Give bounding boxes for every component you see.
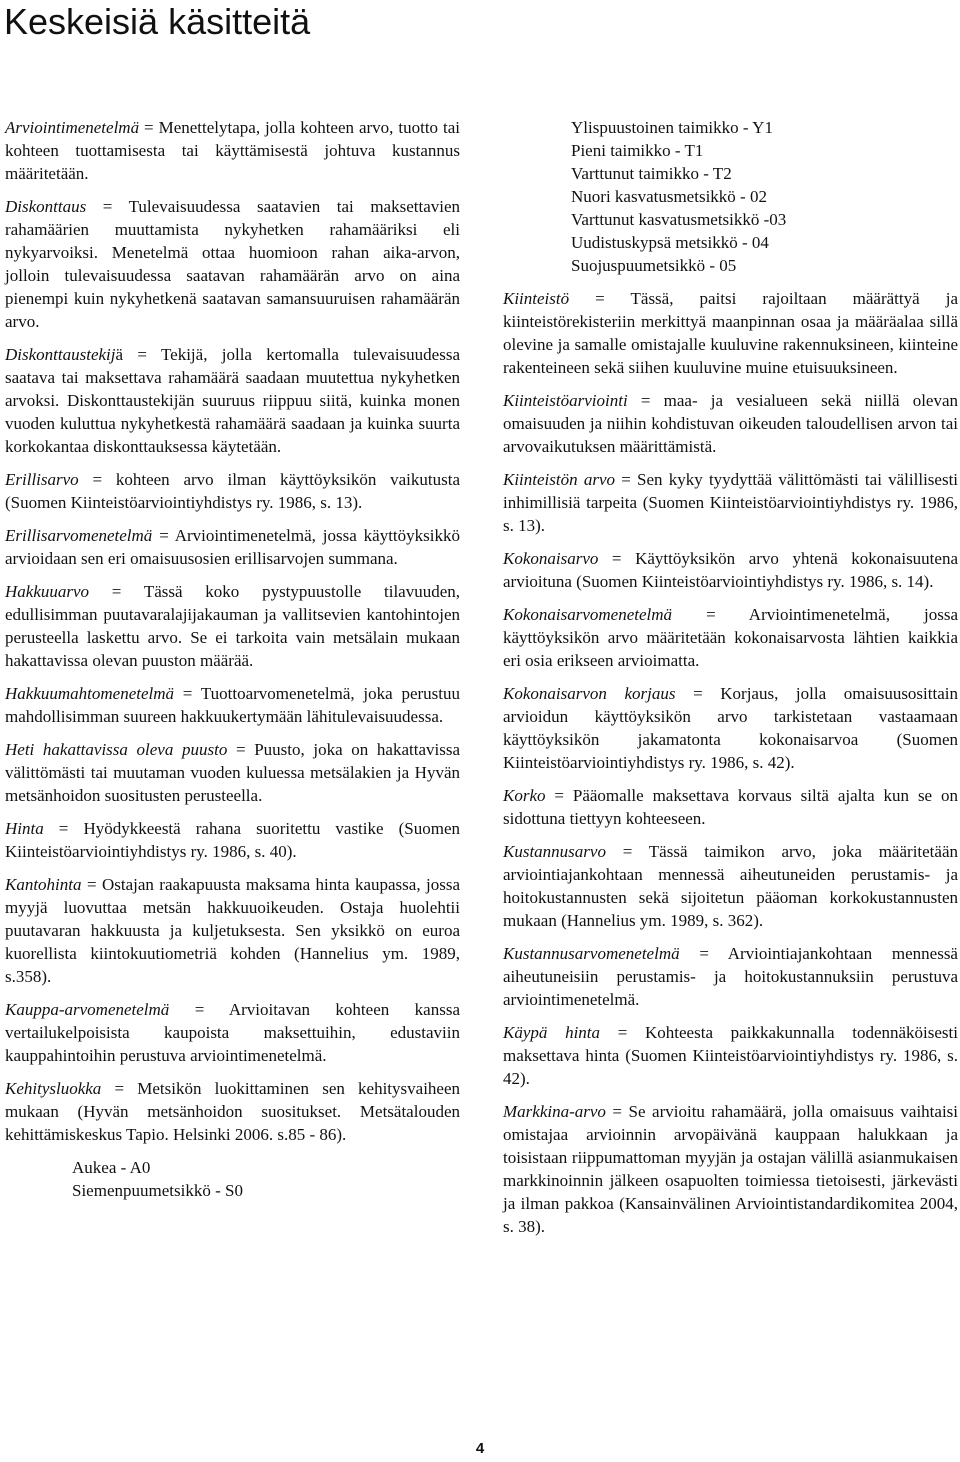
term-separator: ä = xyxy=(115,345,161,364)
term-separator: = xyxy=(174,684,201,703)
glossary-entry xyxy=(5,343,460,458)
glossary-entry xyxy=(5,873,460,988)
term-separator: = xyxy=(675,684,721,703)
glossary-term: Erillisarvo xyxy=(5,470,79,489)
term-separator: = xyxy=(101,1079,138,1098)
glossary-entry xyxy=(503,682,958,774)
term-separator: = xyxy=(679,944,728,963)
glossary-definition: Ostajan raakapuusta maksama hinta kaupassa, jossa myyjä luovuttaa metsän hakkuuoikeuden. Ostaja huolehtii puutavaran hakkuusta ja kuljetuksesta. Sen yksikkö on euroa kuorellista kiintokuutiometriä kohden (Hannelius ym. 1989, s.358). xyxy=(5,875,460,986)
development-class-item: Pieni taimikko - T1 xyxy=(571,141,704,160)
term-separator: = xyxy=(78,470,116,489)
glossary-term: Kokonaisarvo xyxy=(503,549,599,568)
page-number: 4 xyxy=(475,1440,485,1457)
glossary-entry xyxy=(503,468,958,537)
glossary-entry xyxy=(503,840,958,932)
page-title: Keskeisiä käsitteitä xyxy=(4,1,311,42)
glossary-term: Arviointimenetelmä xyxy=(5,118,140,137)
term-separator: = xyxy=(598,549,636,568)
glossary-term: Kiinteistöarviointi xyxy=(503,391,628,410)
glossary-definition: Arvioitavan kohteen kanssa vertailukelpoisista kaupoista maksettuihin, edustaviin kauppahintoihin perustuva arviointimenetelmä. xyxy=(5,1000,460,1065)
right-column xyxy=(503,116,958,1248)
glossary-definition: Tekijä, jolla kertomalla tulevaisuudessa saatava tai maksettava rahamäärä saadaan muutettua nykyhetken arvoksi. Diskonttaustekijän suuruus riippuu siitä, kuinka monen vuoden kuluttua nykyhetkestä rahamäärä saadaan ja kuinka suurta korkokantaa diskonttauksessa käytetään. xyxy=(5,345,460,456)
glossary-entry xyxy=(5,524,460,570)
development-class-item: Uudistuskypsä metsikkö - 04 xyxy=(571,233,769,252)
glossary-entry xyxy=(503,1021,958,1090)
development-class-item: Ylispuustoinen taimikko - Y1 xyxy=(571,118,773,137)
glossary-term: Kantohinta xyxy=(5,875,82,894)
term-separator: = xyxy=(600,1023,646,1042)
glossary-definition: Tässä koko pystypuustolle tilavuuden, edullisimman puutavaralajijakauman ja vallitsevien kantohintojen perusteella laskettu arvo. Se ei tarkoita vain metsälain mukaan hakattavissa olevan puuston määrää. xyxy=(5,582,461,670)
glossary-entry xyxy=(503,1100,958,1238)
term-separator: = xyxy=(672,605,749,624)
glossary-definition: Tässä, paitsi rajoiltaan määrättyä ja kiinteistörekisteriin merkittyä maanpinnan osaa ja määräalaa sillä olevine ja samalle omistajalle kuuluvine rakennuksineen, kiinteine rakenteineen sekä siihen kuuluvine muine etuisuuksineen. xyxy=(503,289,958,377)
glossary-entry xyxy=(5,195,460,333)
glossary-entry xyxy=(5,738,460,807)
glossary-term: Korko xyxy=(503,786,546,805)
glossary-definition: Käyttöyksikön arvo yhtenä kokonaisuutena arvioituna (Suomen Kiinteistöarviointiyhdistys ry. 1986, s. 14). xyxy=(503,549,959,591)
glossary-entry xyxy=(5,580,460,672)
glossary-entry xyxy=(5,817,460,863)
glossary-entry xyxy=(503,784,958,830)
glossary-term: Kokonaisarvon korjaus xyxy=(503,684,676,703)
term-separator: = xyxy=(152,526,175,545)
glossary-entry xyxy=(503,547,958,593)
glossary-term: Erillisarvomenetelmä xyxy=(5,526,153,545)
term-separator: = xyxy=(605,1102,629,1121)
glossary-term: Markkina-arvo xyxy=(503,1102,606,1121)
term-separator: = xyxy=(545,786,573,805)
glossary-definition: Arviointimenetelmä, jossa käyttöyksikön arvo määritetään kokonaisarvosta lähtien kaikkia eri osia erikseen arvioimatta. xyxy=(503,605,959,670)
term-separator: = xyxy=(569,289,631,308)
glossary-definition: maa- ja vesialueen sekä niillä olevan omaisuuden ja niihin kohdistuvan oikeuden taloudellisen arvon tai arvovaikutuksen määrittämistä. xyxy=(503,391,959,456)
glossary-definition: Metsikön luokittaminen sen kehitysvaiheen mukaan (Hyvän metsänhoidon suositukset. Metsätalouden kehittämiskeskus Tapio. Helsinki 2006. s.85 - 86). xyxy=(5,1079,461,1144)
glossary-definition: Tuottoarvomenetelmä, joka perustuu mahdollisimman suureen hakkuukertymään lähitulevaisuudessa. xyxy=(5,684,460,726)
glossary-definition: kohteen arvo ilman käyttöyksikön vaikutusta (Suomen Kiinteistöarviointiyhdistys ry. 1986, s. 13). xyxy=(5,470,460,512)
glossary-term: Diskonttaus xyxy=(5,197,87,216)
left-column xyxy=(5,116,460,1212)
development-class-item: Suojuspuumetsikkö - 05 xyxy=(571,256,737,275)
term-separator: = xyxy=(81,875,102,894)
glossary-definition: Arviointiajankohtaan mennessä aiheutuneisiin perustamis- ja hoitokustannuksiin perustuva arviointimenetelmä. xyxy=(503,944,958,1009)
glossary-entry xyxy=(5,998,460,1067)
glossary-term: Kauppa-arvomenetelmä xyxy=(5,1000,170,1019)
glossary-entry xyxy=(5,682,460,728)
glossary-definition: Sen kyky tyydyttää välittömästi tai välillisesti inhimillisiä tarpeita (Suomen Kiinteistöarviointiyhdistys ry. 1986, s. 13). xyxy=(503,470,959,535)
term-separator: = xyxy=(86,197,129,216)
glossary-definition: Arviointimenetelmä, jossa käyttöyksikkö arvioidaan sen eri omaisuusosien erillisarvojen summana. xyxy=(5,526,460,568)
glossary-definition: Tulevaisuudessa saatavien tai maksettavien rahamäärien muuttamista nykyhetken rahamääriksi eli nykyarvoiksi. Menetelmä ottaa huomioon rahan aika-arvon, jolloin tulevaisuudessa saatavan rahamäärän arvo on aina pienempi kuin nykyhetkenä saatavan samansuuruisen rahamäärän arvo. xyxy=(5,197,461,331)
term-separator: = xyxy=(227,740,255,759)
term-separator: = xyxy=(89,582,144,601)
glossary-term: Hinta xyxy=(5,819,44,838)
development-class-item: Siemenpuumetsikkö - S0 xyxy=(72,1181,243,1200)
glossary-entry xyxy=(5,1077,460,1146)
glossary-term: Heti hakattavissa oleva puusto xyxy=(5,740,228,759)
glossary-term: Kiinteistön arvo xyxy=(503,470,615,489)
glossary-term: Kokonaisarvomenetelmä xyxy=(503,605,673,624)
term-separator: = xyxy=(139,118,159,137)
glossary-entry xyxy=(503,287,958,379)
glossary-definition: Tässä taimikon arvo, joka määritetään arviointiajankohtaan mennessä aiheutuneiden perustamis- ja hoitokustannusten sekä sijoitetun pääoman korkokustannusten mukaan (Hannelius ym. 1989, s. 362). xyxy=(503,842,958,930)
development-class-list xyxy=(571,116,958,277)
glossary-term: Hakkuuarvo xyxy=(5,582,90,601)
development-class-item: Nuori kasvatusmetsikkö - 02 xyxy=(571,187,767,206)
term-separator: = xyxy=(627,391,664,410)
development-class-item: Aukea - A0 xyxy=(72,1158,151,1177)
development-class-item: Varttunut kasvatusmetsikkö -03 xyxy=(571,210,787,229)
glossary-term: Diskonttaustekij xyxy=(5,345,116,364)
left-glossary-list xyxy=(5,116,460,1146)
glossary-term: Kustannusarvomenetelmä xyxy=(503,944,680,963)
glossary-term: Kiinteistö xyxy=(503,289,570,308)
glossary-definition: Puusto, joka on hakattavissa välittömästi tai muutaman vuoden kuluessa metsälakien ja Hyvän metsänhoidon suositusten perusteella. xyxy=(5,740,460,805)
term-separator: = xyxy=(605,842,649,861)
glossary-definition: Korjaus, jolla omaisuusosittain arvioidun käyttöyksikön arvo tarkistetaan vastaamaan käyttöyksikön jakamatonta kokonaisarvoa (Suomen Kiinteistöarviointiyhdistys ry. 1986, s. 42). xyxy=(503,684,958,772)
development-class-list xyxy=(72,1156,460,1202)
glossary-entry xyxy=(5,116,460,185)
term-separator: = xyxy=(169,1000,229,1019)
glossary-definition: Hyödykkeestä rahana suoritettu vastike (Suomen Kiinteistöarviointiyhdistys ry. 1986, s. 40). xyxy=(5,819,460,861)
glossary-term: Kehitysluokka xyxy=(5,1079,102,1098)
glossary-entry xyxy=(503,389,958,458)
glossary-definition: Pääomalle maksettava korvaus siltä ajalta kun se on sidottuna tiettyyn kohteeseen. xyxy=(503,786,958,828)
glossary-definition: Menettelytapa, jolla kohteen arvo, tuotto tai kohteen tuottamisesta tai käyttämisestä johtuva kustannus määritetään. xyxy=(5,118,460,183)
glossary-term: Kustannusarvo xyxy=(503,842,606,861)
right-glossary-list xyxy=(503,287,958,1238)
glossary-definition: Kohteesta paikkakunnalla todennäköisesti maksettava hinta (Suomen Kiinteistöarviointiyhdistys ry. 1986, s. 42). xyxy=(503,1023,958,1088)
term-separator: = xyxy=(615,470,638,489)
glossary-definition: Se arvioitu rahamäärä, jolla omaisuus vaihtaisi omistajaa arvioinnin arvopäivänä kauppaan halukkaan ja toisistaan riippumattoman myyjän ja ostajan välillä asianmukaisen markkinoinnin jälkeen osapuolten toimiessa tietoisesti, järkevästi ja ilman pakkoa (Kansainvälinen Arviointistandardikomitea 2004, s. 38). xyxy=(503,1102,959,1236)
glossary-entry xyxy=(503,942,958,1011)
glossary-term: Hakkuumahtomenetelmä xyxy=(5,684,175,703)
glossary-entry xyxy=(503,603,958,672)
glossary-entry xyxy=(5,468,460,514)
development-class-item: Varttunut taimikko - T2 xyxy=(571,164,732,183)
glossary-term: Käypä hinta xyxy=(503,1023,601,1042)
term-separator: = xyxy=(43,819,84,838)
